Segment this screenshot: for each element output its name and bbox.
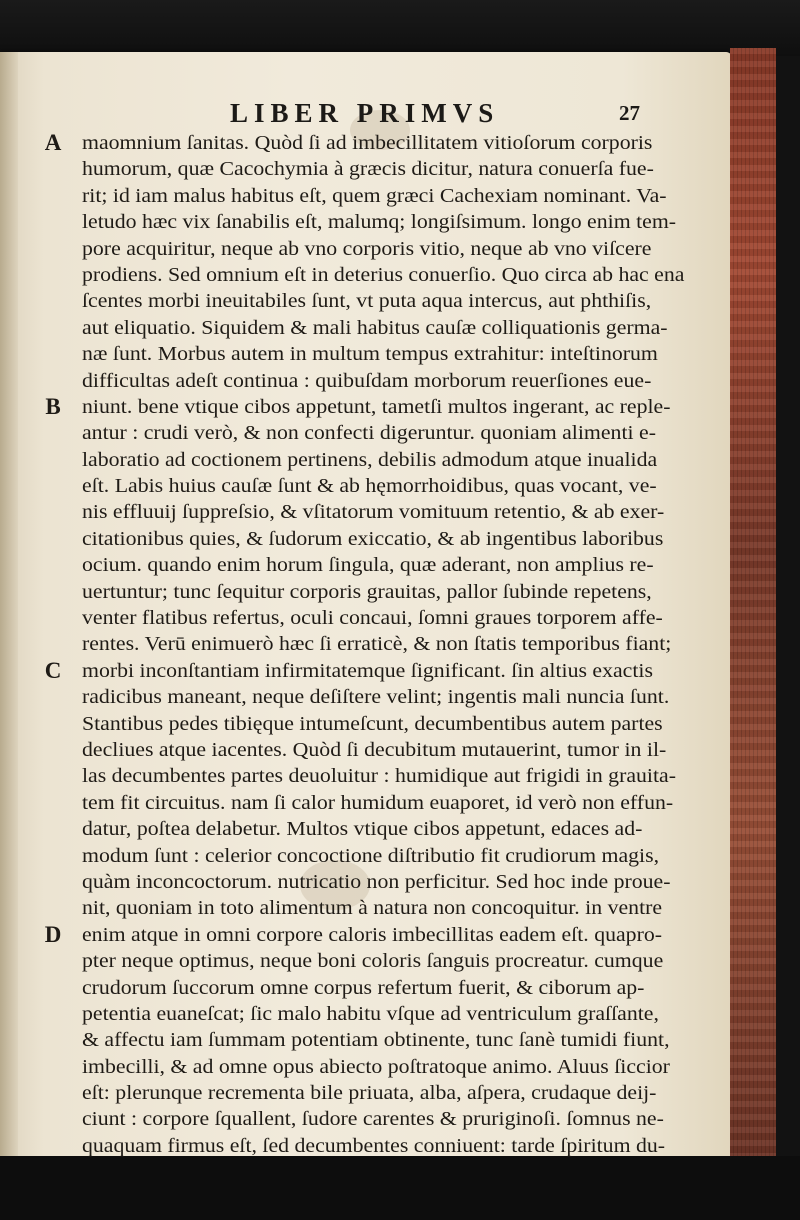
text-line bbox=[82, 209, 707, 235]
page-gutter bbox=[0, 52, 18, 1160]
text-line bbox=[82, 526, 707, 552]
text-line bbox=[82, 552, 707, 578]
line-text: difficultas adeſt continua : quibuſdam morborum reuerſiones eue- bbox=[82, 369, 652, 392]
text-line bbox=[82, 236, 707, 262]
line-text: prodiens. Sed omnium eſt in deterius conuerſio. Quo circa ab hac ena bbox=[82, 263, 685, 286]
line-text: humorum, quæ Cacochymia à græcis dicitur, natura conuerſa fue- bbox=[82, 158, 654, 181]
line-text: & affectu iam ſummam potentiam obtinente, tunc ſanè tumidi fiunt, bbox=[82, 1029, 670, 1052]
text-line bbox=[44, 921, 707, 948]
text-line bbox=[82, 631, 707, 657]
text-line bbox=[82, 579, 707, 605]
text-line bbox=[82, 1133, 707, 1159]
text-line bbox=[44, 130, 707, 156]
text-line bbox=[82, 711, 707, 737]
text-line bbox=[82, 156, 707, 182]
text-line bbox=[82, 447, 707, 473]
scan-background-top bbox=[0, 0, 800, 56]
line-text: uertuntur; tunc ſequitur corporis grauitas, pallor ſubinde repetens, bbox=[82, 580, 652, 603]
line-text: laboratio ad coctionem pertinens, debilis admodum atque inualida bbox=[82, 448, 658, 471]
line-text: datur, poſtea delabetur. Multos vtique cibos appetunt, edaces ad- bbox=[82, 818, 643, 841]
text-line bbox=[82, 737, 707, 763]
text-line bbox=[82, 288, 707, 314]
text-line bbox=[82, 183, 707, 209]
body-text bbox=[44, 130, 707, 1159]
line-text: niunt. bene vtique cibos appetunt, tametſi multos ingerant, ac reple- bbox=[82, 395, 671, 418]
text-line bbox=[82, 1001, 707, 1027]
text-line bbox=[82, 315, 707, 341]
text-line bbox=[82, 816, 707, 842]
text-line bbox=[82, 262, 707, 288]
text-line bbox=[82, 843, 707, 869]
text-line bbox=[44, 657, 707, 684]
text-line bbox=[82, 975, 707, 1001]
margin-section-letter: B bbox=[45, 393, 61, 419]
text-line bbox=[82, 1080, 707, 1106]
page-number: 27 bbox=[619, 100, 640, 125]
line-text: citationibus quies, & ſudorum exiccatio, & ab ingentibus laboribus bbox=[82, 527, 664, 550]
line-text: las decumbentes partes deuoluitur : humidique aut frigidi in grauita- bbox=[82, 765, 676, 788]
line-text: radicibus maneant, neque deſiſtere velint; ingentis mali nuncia ſunt. bbox=[82, 686, 670, 709]
line-text: ciunt : corpore ſquallent, ſudore carentes & pruriginoſi. ſomnus ne- bbox=[82, 1108, 664, 1131]
line-text: maomnium ſanitas. Quòd ſi ad imbecillitatem vitioſorum corporis bbox=[82, 132, 653, 154]
text-line bbox=[82, 1054, 707, 1080]
text-line bbox=[82, 1027, 707, 1053]
line-text: venter flatibus refertus, oculi concaui, ſomni graues torporem affe- bbox=[82, 607, 663, 630]
line-text: nis effluuij ſuppreſsio, & vſitatorum vomituum retentio, & ab exer- bbox=[82, 501, 665, 524]
line-text: pore acquiritur, neque ab vno corporis vitio, neque ab vno viſcere bbox=[82, 237, 652, 260]
text-line bbox=[82, 684, 707, 710]
margin-section-letter: D bbox=[44, 921, 62, 947]
line-text: quàm inconcoctorum. nutricatio non perficitur. Sed hoc inde proue- bbox=[82, 870, 671, 893]
text-line bbox=[82, 790, 707, 816]
line-text: rit; id iam malus habitus eſt, quem græci Cachexiam nominant. Va- bbox=[82, 184, 667, 207]
line-text: ſcentes morbi ineuitabiles ſunt, vt puta aqua intercus, aut phthiſis, bbox=[82, 290, 652, 313]
text-line bbox=[82, 605, 707, 631]
text-line bbox=[82, 341, 707, 367]
text-line bbox=[82, 763, 707, 789]
line-text: tem fit circuitus. nam ſi calor humidum euaporet, id verò non effun- bbox=[82, 791, 674, 814]
line-text: næ ſunt. Morbus autem in multum tempus extrahitur: inteſtinorum bbox=[82, 343, 658, 366]
text-line bbox=[82, 368, 707, 394]
text-line bbox=[82, 869, 707, 895]
margin-section-letter: C bbox=[44, 657, 62, 683]
line-text: letudo hæc vix ſanabilis eſt, malumq; longiſsimum. longo enim tem- bbox=[82, 211, 677, 234]
line-text: ocium. quando enim horum ſingula, quæ aderant, non amplius re- bbox=[82, 554, 654, 577]
text-line bbox=[82, 473, 707, 499]
line-text: decliues atque iacentes. Quòd ſi decubitum mutauerint, tumor in il- bbox=[82, 738, 667, 761]
text-line bbox=[82, 420, 707, 446]
line-text: antur : crudi verò, & non confecti digeruntur. quoniam alimenti e- bbox=[82, 422, 656, 445]
line-text: petentia euaneſcat; ſic malo habitu vſque ad ventriculum graſſante, bbox=[82, 1002, 659, 1025]
line-text: morbi inconſtantiam infirmitatemque ſignificant. ſin altius exactis bbox=[82, 659, 653, 682]
margin-section-letter: A bbox=[44, 130, 62, 155]
scan-background-bottom bbox=[0, 1156, 800, 1220]
line-text: imbecilli, & ad omne opus abiecto poſtratoque animo. Aluus ſiccior bbox=[82, 1055, 670, 1078]
line-text: quaquam firmus eſt, ſed decumbentes conniuent: tarde ſpiritum du- bbox=[82, 1134, 666, 1157]
line-text: rentes. Verū enimuerò hæc ſi erraticè, & non ſtatis temporibus fiant; bbox=[82, 633, 672, 656]
text-line bbox=[82, 499, 707, 525]
running-head-title: LIBER PRIMVS bbox=[230, 97, 500, 128]
line-text: crudorum ſuccorum omne corpus refertum fuerit, & ciborum ap- bbox=[82, 976, 645, 999]
line-text: eſt. Labis huius cauſæ ſunt & ab hęmorrhoidibus, quas vocant, ve- bbox=[82, 475, 657, 498]
text-line bbox=[82, 1106, 707, 1132]
line-text: pter neque optimus, neque boni coloris ſanguis procreatur. cumque bbox=[82, 950, 664, 973]
book-fore-edge bbox=[730, 48, 776, 1160]
text-line bbox=[45, 393, 707, 420]
text-line bbox=[82, 895, 707, 921]
line-text: eſt: plerunque recrementa bile priuata, alba, aſpera, crudaque deij- bbox=[82, 1082, 657, 1105]
line-text: aut eliquatio. Siquidem & mali habitus cauſæ colliquationis germa- bbox=[82, 316, 668, 339]
line-text: nit, quoniam in toto alimentum à natura non concoquitur. in ventre bbox=[82, 897, 663, 920]
line-text: modum ſunt : celerior concoctione diſtributio fit crudiorum magis, bbox=[82, 844, 660, 867]
running-head bbox=[230, 96, 640, 130]
text-line bbox=[82, 948, 707, 974]
line-text: enim atque in omni corpore caloris imbecillitas eadem eſt. quapro- bbox=[82, 923, 662, 946]
line-text: Stantibus pedes tibięque intumeſcunt, decumbentibus autem partes bbox=[82, 712, 663, 735]
